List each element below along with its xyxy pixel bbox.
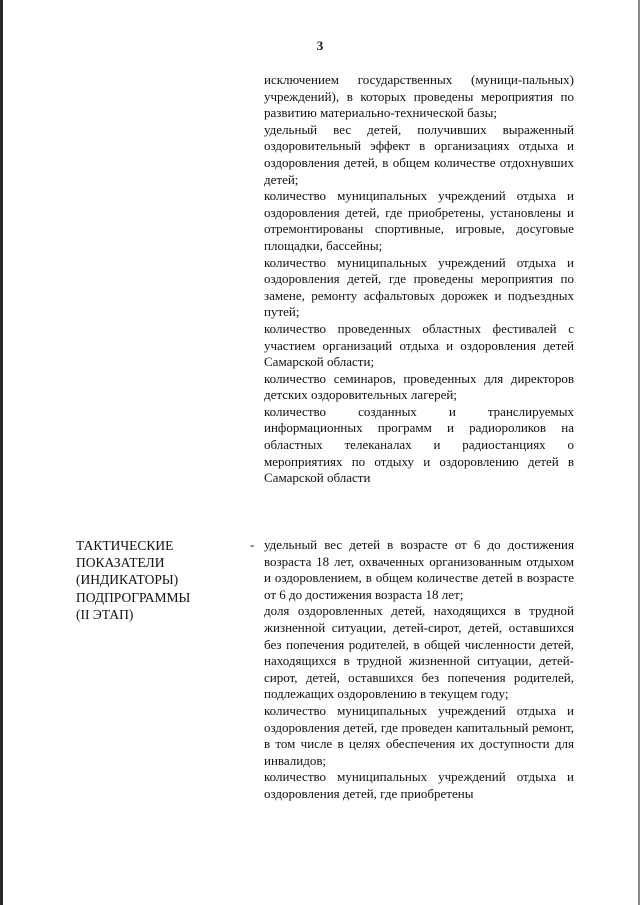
- list-item: исключением государственных (муници-пальных) учреждений), в которых проведены мероприятия по развитию материально-технической базы;: [264, 72, 574, 121]
- section-label-line: ПОКАЗАТЕЛИ: [76, 555, 165, 571]
- section-label-line: (II ЭТАП): [76, 606, 134, 622]
- scan-left-edge: [0, 0, 3, 905]
- list-item: количество проведенных областных фестивалей с участием организаций отдыха и оздоровления детей Самарской области;: [264, 320, 574, 370]
- list-item: количество муниципальных учреждений отдыха и оздоровления детей, где проведен капитальный ремонт, в том числе в целях обеспечения их доступности для инвалидов;: [264, 702, 574, 768]
- tactical-indicator-list: [264, 537, 574, 803]
- section-label-line: (ИНДИКАТОРЫ): [76, 572, 179, 588]
- section-label-line: ТАКТИЧЕСКИЕ: [76, 538, 174, 553]
- list-item: количество муниципальных учреждений отдыха и оздоровления детей, где проведены мероприятия по замене, ремонту асфальтовых дорожек и подъездных путей;: [264, 254, 574, 320]
- list-item: количество созданных и транслируемых информационных программ и радиороликов на областных телеканалах и радиостанциях о мероприятиях по отдыху и оздоровлению детей в Самарской области: [264, 403, 574, 486]
- separator-dash: -: [250, 537, 255, 552]
- continuation-indicator-list: [264, 72, 574, 487]
- list-item: удельный вес детей в возрасте от 6 до достижения возраста 18 лет, охваченных организованным отдыхом и оздоровлением, в общем количестве детей в возрасте от 6 до достижения возраста 18 лет;: [264, 537, 574, 602]
- list-item: доля оздоровленных детей, находящихся в трудной жизненной ситуации, детей-сирот, детей, оставшихся без попечения родителей, в общей численности детей, находящихся в трудной жизненной ситуации, детей-сирот, детей, оставшихся без попечения родителей, подлежащих оздоровлению в текущем году;: [264, 603, 574, 702]
- list-item: количество муниципальных учреждений отдыха и оздоровления детей, где приобретены, установлены и отремонтированы спортивные, игровые, досуговые площадки, бассейны;: [264, 188, 574, 253]
- section-label-tactical-indicators: [76, 537, 246, 623]
- page-number: 3: [316, 38, 324, 53]
- list-item: удельный вес детей, получивших выраженный оздоровительный эффект в организациях отдыха и оздоровления детей, в общем количестве отдохнувших детей;: [264, 121, 574, 187]
- section-label-line: ПОДПРОГРАММЫ: [76, 589, 191, 605]
- list-item: количество семинаров, проведенных для директоров детских оздоровительных лагерей;: [264, 370, 574, 403]
- list-item: количество муниципальных учреждений отдыха и оздоровления детей, где приобретены: [264, 769, 574, 801]
